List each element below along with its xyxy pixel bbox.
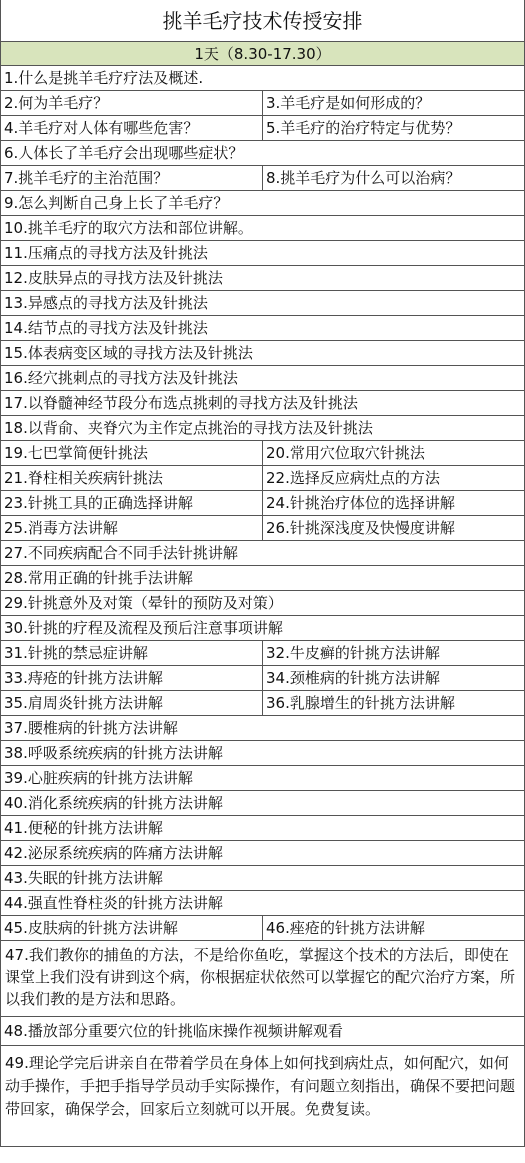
- topic-cell: 32.牛皮癣的针挑方法讲解: [266, 644, 440, 662]
- table-row: [1, 916, 524, 941]
- topic-cell: 38.呼吸系统疾病的针挑方法讲解: [4, 744, 223, 762]
- table-row: [1, 316, 524, 341]
- topic-cell: 9.怎么判断自己身上长了羊毛疗？: [4, 194, 229, 212]
- topic-cell: 40.消化系统疾病的针挑方法讲解: [4, 794, 223, 812]
- duration-header: 1天（8.30-17.30）: [1, 42, 524, 66]
- topic-cell: 30.针挑的疗程及流程及预后注意事项讲解: [4, 619, 283, 637]
- table-row: [1, 891, 524, 916]
- table-row: [1, 191, 524, 216]
- table-row: [1, 841, 524, 866]
- table-row: [1, 291, 524, 316]
- topic-table: [1, 66, 524, 941]
- table-row: [1, 691, 524, 716]
- topic-cell: 8.挑羊毛疗为什么可以治病？: [266, 169, 461, 187]
- topic-cell: 16.经穴挑刺点的寻找方法及针挑法: [4, 369, 238, 387]
- table-row: [1, 566, 524, 591]
- topic-cell: 6.人体长了羊毛疗会出现哪些症状？: [4, 144, 244, 162]
- topic-cell: 22.选择反应病灶点的方法: [266, 469, 440, 487]
- topic-cell: 27.不同疾病配合不同手法针挑讲解: [4, 544, 238, 562]
- topic-cell: 34.颈椎病的针挑方法讲解: [266, 669, 440, 687]
- topic-cell: 42.泌尿系统疾病的阵痛方法讲解: [4, 844, 223, 862]
- topic-paragraph-49: 49.理论学完后讲亲自在带着学员在身体上如何找到病灶点，如何配穴，如何动手操作，手把手指导学员动手实际操作，有问题立刻指出，确保不要把问题带回家，确保学会，回家后立刻就可以开展。免费复读。: [1, 1046, 524, 1147]
- table-row: [1, 341, 524, 366]
- topic-cell: 33.痔疮的针挑方法讲解: [1, 666, 263, 690]
- topic-cell: 41.便秘的针挑方法讲解: [4, 819, 163, 837]
- table-row: [1, 866, 524, 891]
- topic-cell: 39.心脏疾病的针挑方法讲解: [4, 769, 193, 787]
- topic-cell: 46.痤疮的针挑方法讲解: [266, 919, 425, 937]
- table-row: [1, 816, 524, 841]
- table-row: [1, 541, 524, 566]
- table-row: [1, 766, 524, 791]
- table-row: [1, 416, 524, 441]
- table-row: [1, 591, 524, 616]
- table-row: [1, 516, 524, 541]
- topic-cell: 2.何为羊毛疗？: [1, 91, 263, 115]
- topic-cell: 14.结节点的寻找方法及针挑法: [4, 319, 208, 337]
- topic-cell: 48.播放部分重要穴位的针挑临床操作视频讲解观看: [4, 1022, 343, 1040]
- table-row: [1, 491, 524, 516]
- table-row: [1, 66, 524, 91]
- topic-cell: 11.压痛点的寻找方法及针挑法: [4, 244, 208, 262]
- topic-row-48: [1, 1017, 524, 1046]
- topic-cell: 24.针挑治疗体位的选择讲解: [266, 494, 455, 512]
- table-row: [1, 441, 524, 466]
- table-row: [1, 791, 524, 816]
- topic-cell: 29.针挑意外及对策（晕针的预防及对策）: [4, 594, 283, 612]
- table-row: [1, 116, 524, 141]
- table-row: [1, 741, 524, 766]
- table-row: [1, 166, 524, 191]
- topic-cell: 35.肩周炎针挑方法讲解: [1, 691, 263, 715]
- table-row: [1, 641, 524, 666]
- topic-cell: 10.挑羊毛疗的取穴方法和部位讲解。: [4, 219, 253, 237]
- table-row: [1, 466, 524, 491]
- topic-cell: 1.什么是挑羊毛疗疗法及概述.: [4, 69, 204, 87]
- topic-paragraph-47: 47.我们教你的捕鱼的方法，不是给你鱼吃，掌握这个技术的方法后，即使在课堂上我们没有讲到这个病，你根据症状依然可以掌握它的配穴治疗方案，所以我们教的是方法和思路。: [1, 941, 524, 1017]
- topic-cell: 28.常用正确的针挑手法讲解: [4, 569, 193, 587]
- table-row: [1, 666, 524, 691]
- topic-cell: 19.七巴掌简便针挑法: [1, 441, 263, 465]
- topic-cell: 23.针挑工具的正确选择讲解: [1, 491, 263, 515]
- table-row: [1, 141, 524, 166]
- table-row: [1, 616, 524, 641]
- topic-cell: 20.常用穴位取穴针挑法: [266, 444, 425, 462]
- topic-cell: 18.以背俞、夹脊穴为主作定点挑治的寻找方法及针挑法: [4, 419, 373, 437]
- topic-cell: 12.皮肤异点的寻找方法及针挑法: [4, 269, 223, 287]
- topic-cell: 5.羊毛疗的治疗特定与优势？: [266, 119, 461, 137]
- topic-cell: 15.体表病变区域的寻找方法及针挑法: [4, 344, 253, 362]
- topic-cell: 37.腰椎病的针挑方法讲解: [4, 719, 178, 737]
- topic-cell: 36.乳腺增生的针挑方法讲解: [266, 694, 455, 712]
- topic-cell: 25.消毒方法讲解: [1, 516, 263, 540]
- table-row: [1, 91, 524, 116]
- table-row: [1, 266, 524, 291]
- table-row: [1, 241, 524, 266]
- topic-cell: 3.羊毛疗是如何形成的？: [266, 94, 431, 112]
- table-row: [1, 716, 524, 741]
- topic-cell: 7.挑羊毛疗的主治范围？: [1, 166, 263, 190]
- topic-cell: 13.异感点的寻找方法及针挑法: [4, 294, 208, 312]
- table-row: [1, 391, 524, 416]
- page-title: 挑羊毛疗技术传授安排: [1, 0, 524, 42]
- topic-cell: 26.针挑深浅度及快慢度讲解: [266, 519, 455, 537]
- topic-cell: 4.羊毛疗对人体有哪些危害？: [1, 116, 263, 140]
- table-row: [1, 366, 524, 391]
- topic-cell: 44.强直性脊柱炎的针挑方法讲解: [4, 894, 223, 912]
- topic-cell: 17.以脊髓神经节段分布选点挑刺的寻找方法及针挑法: [4, 394, 358, 412]
- topic-cell: 21.脊柱相关疾病针挑法: [1, 466, 263, 490]
- topic-cell: 43.失眠的针挑方法讲解: [4, 869, 163, 887]
- table-row: [1, 216, 524, 241]
- topic-cell: 31.针挑的禁忌症讲解: [1, 641, 263, 665]
- topic-cell: 45.皮肤病的针挑方法讲解: [1, 916, 263, 940]
